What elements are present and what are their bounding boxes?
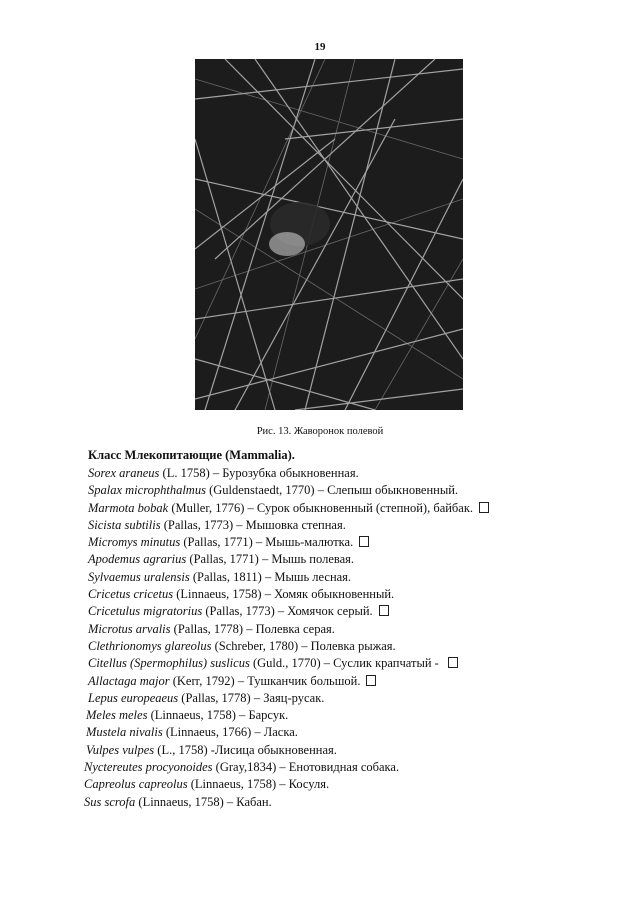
species-item <box>84 690 604 707</box>
figure-caption: Рис. 13. Жаворонок полевой <box>256 426 384 437</box>
species-author-common-name: (Muller, 1776) – Сурок обыкновенный (степной), байбак. <box>168 500 474 515</box>
species-author-common-name: (Gray,1834) – Енотовидная собака. <box>212 760 400 775</box>
species-latin-name: Spalax microphthalmus <box>88 483 206 498</box>
species-latin-name: Apodemus agrarius <box>88 552 187 567</box>
species-latin-name: Marmota bobak <box>88 500 169 515</box>
empty-checkbox-icon <box>379 605 389 616</box>
species-latin-name: Capreolus capreolus <box>84 777 188 792</box>
class-heading: Класс Млекопитающие (Mammalia). <box>88 448 295 462</box>
species-item <box>84 759 604 776</box>
empty-checkbox-icon <box>366 675 376 686</box>
grass-texture <box>195 59 463 410</box>
species-author-common-name: (Pallas, 1778) – Полевка серая. <box>170 621 335 636</box>
species-latin-name: Lepus europeaeus <box>88 690 179 705</box>
species-author-common-name: (Schreber, 1780) – Полевка рыжая. <box>211 638 396 653</box>
empty-checkbox-icon <box>479 502 489 513</box>
species-latin-name: Mustela nivalis <box>86 725 163 740</box>
species-author-common-name: (Linnaeus, 1758) – Барсук. <box>147 708 289 723</box>
species-item <box>84 794 604 811</box>
species-item <box>84 621 604 638</box>
species-author-common-name: (L. 1758) – Бурозубка обыкновенная. <box>159 466 359 480</box>
species-item <box>84 482 604 499</box>
species-item <box>84 603 604 620</box>
species-latin-name: Microtus arvalis <box>88 621 171 636</box>
species-item <box>84 776 604 793</box>
species-latin-name: Sorex araneus <box>88 466 160 480</box>
species-author-common-name: (Pallas, 1773) – Мышовка степная. <box>160 517 346 532</box>
species-latin-name: Meles meles <box>86 708 148 723</box>
species-latin-name: Sicista subtilis <box>88 517 161 532</box>
species-item <box>84 586 604 603</box>
species-item <box>84 707 604 724</box>
species-item <box>84 551 604 568</box>
species-latin-name: Vulpes vulpes <box>86 742 155 757</box>
species-author-common-name: (Linnaeus, 1758) – Хомяк обыкновенный. <box>173 587 395 602</box>
species-latin-name: Sylvaemus uralensis <box>88 569 190 584</box>
species-author-common-name: (Kerr, 1792) – Тушканчик большой. <box>169 673 361 688</box>
species-author-common-name: (Pallas, 1778) – Заяц-русак. <box>178 690 325 705</box>
species-latin-name: Clethrionomys glareolus <box>88 638 212 653</box>
species-item <box>84 638 604 655</box>
species-latin-name: Citellus (Spermophilus) suslicus <box>88 656 250 671</box>
species-item <box>84 655 604 672</box>
species-author-common-name: (Pallas, 1771) – Мышь полевая. <box>186 552 355 567</box>
species-latin-name: Sus scrofa <box>84 794 136 809</box>
species-author-common-name: (Linnaeus, 1758) – Кабан. <box>135 794 272 809</box>
species-item <box>84 534 604 551</box>
species-item <box>84 465 604 482</box>
species-latin-name: Micromys minutus <box>88 535 181 550</box>
species-author-common-name: (Pallas, 1773) – Хомячок серый. <box>202 604 373 619</box>
species-latin-name: Cricetus cricetus <box>88 587 174 602</box>
species-latin-name: Cricetulus migratorius <box>88 604 203 619</box>
species-item <box>84 569 604 586</box>
species-author-common-name: (Guld., 1770) – Суслик крапчатый - <box>249 656 442 671</box>
species-author-common-name: (Linnaeus, 1758) – Косуля. <box>187 777 330 792</box>
species-item <box>84 517 604 534</box>
species-author-common-name: (Linnaeus, 1766) – Ласка. <box>162 725 298 740</box>
species-latin-name: Allactaga major <box>88 673 170 688</box>
empty-checkbox-icon <box>448 657 458 668</box>
species-author-common-name: (Pallas, 1811) – Мышь лесная. <box>189 569 352 584</box>
species-list <box>84 447 604 811</box>
skylark-photo <box>195 59 463 410</box>
species-item <box>84 673 604 690</box>
species-author-common-name: (L., 1758) -Лисица обыкновенная. <box>154 742 337 757</box>
species-item <box>84 742 604 759</box>
page-number: 19 <box>314 41 326 53</box>
species-item <box>84 500 604 517</box>
species-author-common-name: (Guldenstaedt, 1770) – Слепыш обыкновенный. <box>205 483 459 498</box>
species-lines <box>84 465 604 811</box>
species-author-common-name: (Pallas, 1771) – Мышь-малютка. <box>180 535 354 550</box>
species-item <box>84 724 604 741</box>
empty-checkbox-icon <box>359 536 369 547</box>
species-latin-name: Nyctereutes procyonoides <box>84 760 213 775</box>
